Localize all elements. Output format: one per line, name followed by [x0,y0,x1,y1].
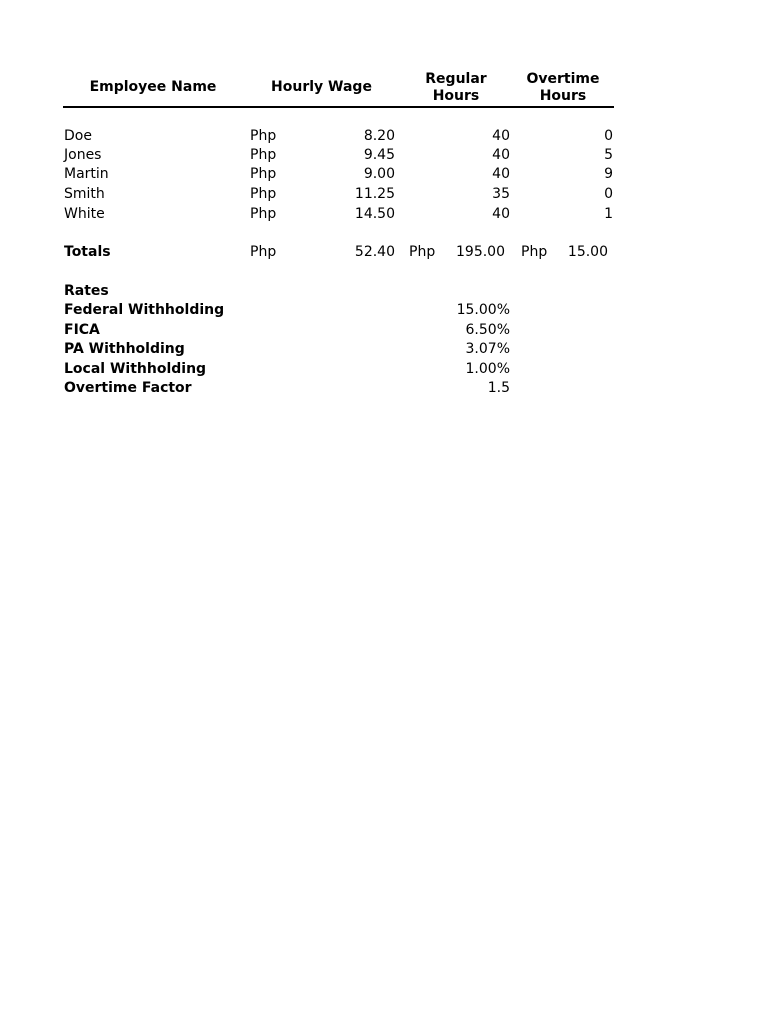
hourly-wage: 9.45 [363,147,395,163]
wage-currency: Php [250,166,277,182]
overtime-hours: 1 [604,206,613,222]
totals-wage-currency: Php [250,244,277,260]
rate-label: Local Withholding [64,361,207,377]
wage-currency: Php [250,128,277,144]
rate-label: FICA [64,322,100,338]
wage-currency: Php [250,206,277,222]
rate-value: 6.50% [465,322,510,338]
totals-wage: 52.40 [354,244,395,260]
employee-name: Doe [64,128,92,144]
hourly-wage: 11.25 [354,186,395,202]
hourly-wage: 14.50 [354,206,395,222]
wage-currency: Php [250,186,277,202]
rate-label: PA Withholding [64,341,185,357]
header-regular-hours-line1: Regular [425,71,487,87]
wage-currency: Php [250,147,277,163]
header-regular-hours-line2: Hours [432,88,480,104]
overtime-hours: 5 [604,147,613,163]
rates-title: Rates [64,283,109,299]
rate-value: 15.00% [456,302,510,318]
regular-hours: 40 [492,147,510,163]
hourly-wage: 8.20 [363,128,395,144]
totals-regular-currency: Php [409,244,436,260]
rate-label: Overtime Factor [64,380,192,396]
regular-hours: 40 [492,166,510,182]
overtime-hours: 0 [604,128,613,144]
employee-name: White [64,206,105,222]
hourly-wage: 9.00 [363,166,395,182]
header-underline [63,106,614,108]
header-employee-name: Employee Name [89,79,217,95]
overtime-hours: 9 [604,166,613,182]
overtime-hours: 0 [604,186,613,202]
totals-label: Totals [64,244,111,260]
rate-value: 3.07% [465,341,510,357]
totals-regular: 195.00 [456,244,505,260]
rate-label: Federal Withholding [64,302,225,318]
regular-hours: 35 [492,186,510,202]
header-hourly-wage: Hourly Wage [271,79,372,95]
employee-name: Jones [64,147,102,163]
employee-name: Martin [64,166,109,182]
rate-value: 1.00% [465,361,510,377]
totals-overtime: 15.00 [567,244,608,260]
totals-overtime-currency: Php [521,244,548,260]
regular-hours: 40 [492,128,510,144]
header-overtime-hours-line1: Overtime [526,71,600,87]
rate-value: 1.5 [487,380,510,396]
regular-hours: 40 [492,206,510,222]
header-overtime-hours-line2: Hours [539,88,587,104]
employee-name: Smith [64,186,105,202]
